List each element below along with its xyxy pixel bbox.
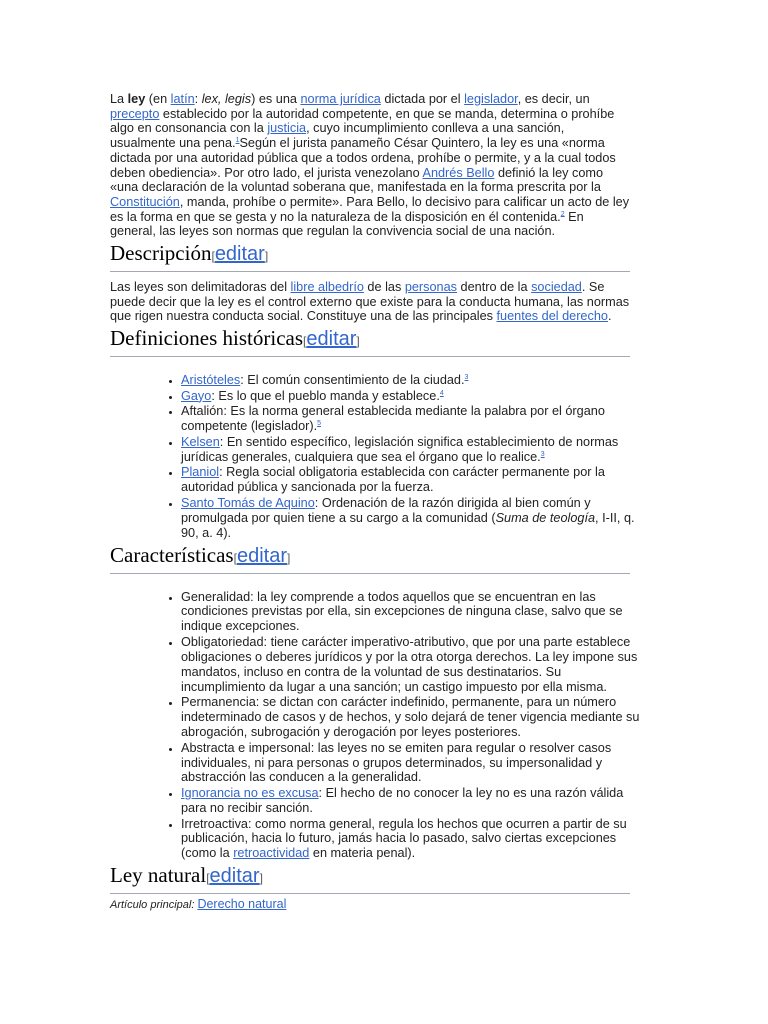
link-constitucion[interactable]: Constitución bbox=[110, 194, 180, 209]
bracket: [ bbox=[206, 871, 210, 886]
link-norma-juridica[interactable]: norma jurídica bbox=[300, 92, 381, 106]
heading-caracteristicas bbox=[110, 542, 630, 574]
bracket: [ bbox=[233, 550, 237, 565]
list-item bbox=[181, 590, 640, 635]
hatnote-label: Artículo principal: bbox=[110, 899, 198, 912]
bracket: ] bbox=[356, 334, 360, 349]
edit-link[interactable]: editar bbox=[214, 243, 265, 266]
edit-link[interactable]: editar bbox=[236, 544, 287, 567]
heading-text: Características bbox=[110, 542, 234, 567]
reference-link[interactable]: 1 bbox=[235, 136, 240, 144]
list-item bbox=[181, 786, 640, 816]
text: Abstracta e impersonal: las leyes no se emiten para regular o resolver casos individuales, ni para personas o grupos determinados, su impersonalidad y abstracción las conducen a la generalidad. bbox=[181, 740, 612, 785]
reference-link[interactable]: 4 bbox=[439, 389, 444, 397]
link-gayo[interactable]: Gayo bbox=[181, 388, 212, 403]
text: : El común consentimiento de la ciudad. bbox=[240, 373, 465, 388]
bracket: ] bbox=[264, 249, 269, 264]
list-item bbox=[181, 741, 640, 786]
text: definió la ley como «una declaración de la voluntad soberana que, manifestada en la forma prescrita por la bbox=[110, 165, 604, 195]
book-title: Suma de teología bbox=[495, 510, 596, 525]
bracket: ] bbox=[259, 871, 263, 886]
list-item bbox=[181, 404, 640, 434]
link-precepto[interactable]: precepto bbox=[110, 106, 160, 121]
text: de las bbox=[363, 280, 405, 295]
link-derecho-natural[interactable]: Derecho natural bbox=[197, 897, 287, 912]
link-legislador[interactable]: legislador bbox=[464, 92, 518, 106]
bracket: ] bbox=[286, 550, 291, 565]
reference-link[interactable]: 2 bbox=[560, 210, 565, 218]
text: : Ordenación de la razón dirigida al bien común y promulgada por quien tiene a su cargo a la comunidad ( bbox=[181, 495, 591, 525]
link-sociedad[interactable]: sociedad bbox=[531, 280, 582, 295]
link-retroactividad[interactable]: retroactividad bbox=[233, 846, 310, 861]
text: , I-II, q. 90, a. 4). bbox=[181, 510, 635, 540]
text: dictada por el bbox=[380, 92, 465, 106]
heading-text: Descripción bbox=[110, 241, 212, 266]
reference-link[interactable]: 5 bbox=[317, 420, 322, 427]
link-personas[interactable]: personas bbox=[404, 280, 458, 295]
text: : bbox=[194, 92, 202, 106]
text: dentro de la bbox=[457, 280, 532, 295]
text: La bbox=[110, 92, 128, 106]
text: Según el jurista panameño César Quintero, la ley es una «norma dictada por una autoridad pública que a todos ordena, prohíbe o permite, y a la cual todos deben obediencia». Por otro lado, el jurista venezolano bbox=[110, 136, 616, 180]
term-ley: ley bbox=[127, 92, 146, 106]
heading-ley-natural bbox=[110, 862, 630, 894]
heading-definiciones bbox=[110, 325, 630, 357]
main-article-note bbox=[110, 897, 630, 913]
caracteristicas-list bbox=[0, 590, 640, 862]
edit-link[interactable]: editar bbox=[306, 328, 357, 351]
text: Las leyes son delimitadoras del bbox=[110, 280, 291, 295]
text: (en bbox=[145, 92, 171, 106]
intro-paragraph bbox=[110, 92, 630, 239]
list-item bbox=[181, 817, 640, 862]
text: En general, las leyes son normas que regulan la convivencia social de una nación. bbox=[110, 209, 584, 239]
link-santo-tomas[interactable]: Santo Tomás de Aquino bbox=[181, 495, 315, 510]
text: , manda, prohíbe o permite». Para Bello, lo decisivo para calificar un acto de ley es la forma en que se gesta y no la naturaleza de la disposición en él contenida. bbox=[110, 194, 630, 224]
text: Irretroactiva: como norma general, regula los hechos que ocurren a partir de su publicación, hacia lo futuro, jamás hacia lo pasado, salvo ciertas excepciones (como la bbox=[181, 816, 627, 861]
list-item bbox=[181, 373, 640, 388]
text: Generalidad: la ley comprende a todos aquellos que se encuentran en las condiciones previstas por ella, sin excepciones de ninguna clase, salvo que se indique excepciones. bbox=[181, 589, 623, 634]
text: : Es lo que el pueblo manda y establece. bbox=[211, 388, 440, 403]
text: Permanencia: se dictan con carácter indefinido, permanente, para un número indeterminado de casos y de hechos, y solo dejará de tener vigencia mediante su abrogación, subrogación y derogación por leyes posteriores. bbox=[181, 695, 640, 740]
link-andres-bello[interactable]: Andrés Bello bbox=[422, 165, 495, 180]
bracket: [ bbox=[211, 249, 215, 264]
text: : Regla social obligatoria establecida con carácter permanente por la autoridad pública y sancionada por la fuerza. bbox=[181, 465, 605, 495]
text: , es decir, un bbox=[517, 92, 590, 106]
list-item bbox=[181, 465, 640, 495]
descripcion-paragraph bbox=[110, 280, 630, 324]
heading-text: Ley natural bbox=[110, 863, 207, 888]
list-item bbox=[181, 496, 640, 541]
heading-descripcion bbox=[110, 240, 630, 272]
link-kelsen[interactable]: Kelsen bbox=[181, 434, 220, 449]
text: en materia penal). bbox=[309, 846, 416, 861]
list-item bbox=[181, 635, 640, 695]
text: . bbox=[607, 309, 612, 324]
bracket: [ bbox=[303, 334, 307, 349]
heading-text: Definiciones históricas bbox=[110, 326, 304, 351]
text: : En sentido específico, legislación significa establecimiento de normas jurídicas generales, cualquiera que sea el órgano que lo realice. bbox=[181, 434, 619, 464]
text: : El hecho de no conocer la ley no es una razón válida para no recibir sanción. bbox=[181, 786, 624, 815]
text: ) es una bbox=[251, 92, 301, 106]
text: . Se puede decir que la ley es el control externo que existe para la conducta humana, las normas que rigen nuestra conducta social. Constituye una de las principales bbox=[110, 280, 630, 324]
text: establecido por la autoridad competente, en que se manda, determina o prohíbe algo en consonancia con la bbox=[110, 106, 615, 136]
list-item bbox=[181, 389, 640, 404]
list-item bbox=[181, 435, 640, 465]
definiciones-list bbox=[0, 373, 640, 540]
link-libre-albedrio[interactable]: libre albedrío bbox=[290, 280, 364, 295]
edit-link[interactable]: editar bbox=[209, 865, 260, 888]
article-body bbox=[110, 92, 640, 913]
latin-term: lex, legis bbox=[201, 92, 252, 106]
list-item bbox=[181, 695, 640, 740]
link-aristoteles[interactable]: Aristóteles bbox=[181, 373, 241, 388]
reference-link[interactable]: 3 bbox=[540, 450, 545, 458]
link-fuentes-del-derecho[interactable]: fuentes del derecho bbox=[496, 309, 608, 324]
link-latin[interactable]: latín bbox=[170, 92, 195, 106]
text: , cuyo incumplimiento conlleva a una sanción, usualmente una pena. bbox=[110, 121, 565, 151]
link-justicia[interactable]: justicia bbox=[267, 121, 307, 136]
link-ignorancia-no-es-excusa[interactable]: Ignorancia no es excusa bbox=[181, 786, 319, 801]
reference-link[interactable]: 3 bbox=[464, 373, 469, 381]
text: Obligatoriedad: tiene carácter imperativo-atributivo, que por una parte establece obligaciones o deberes jurídicos y por la otra otorga derechos. La ley impone sus mandatos, incluso en contra de la voluntad de sus destinatarios. Su incumplimiento da lugar a una sanción; un castigo impuesto por ella misma. bbox=[181, 634, 638, 694]
text: Aftalión: Es la norma general establecida mediante la palabra por el órgano competente (legislador). bbox=[181, 404, 605, 434]
link-planiol[interactable]: Planiol bbox=[181, 465, 220, 480]
